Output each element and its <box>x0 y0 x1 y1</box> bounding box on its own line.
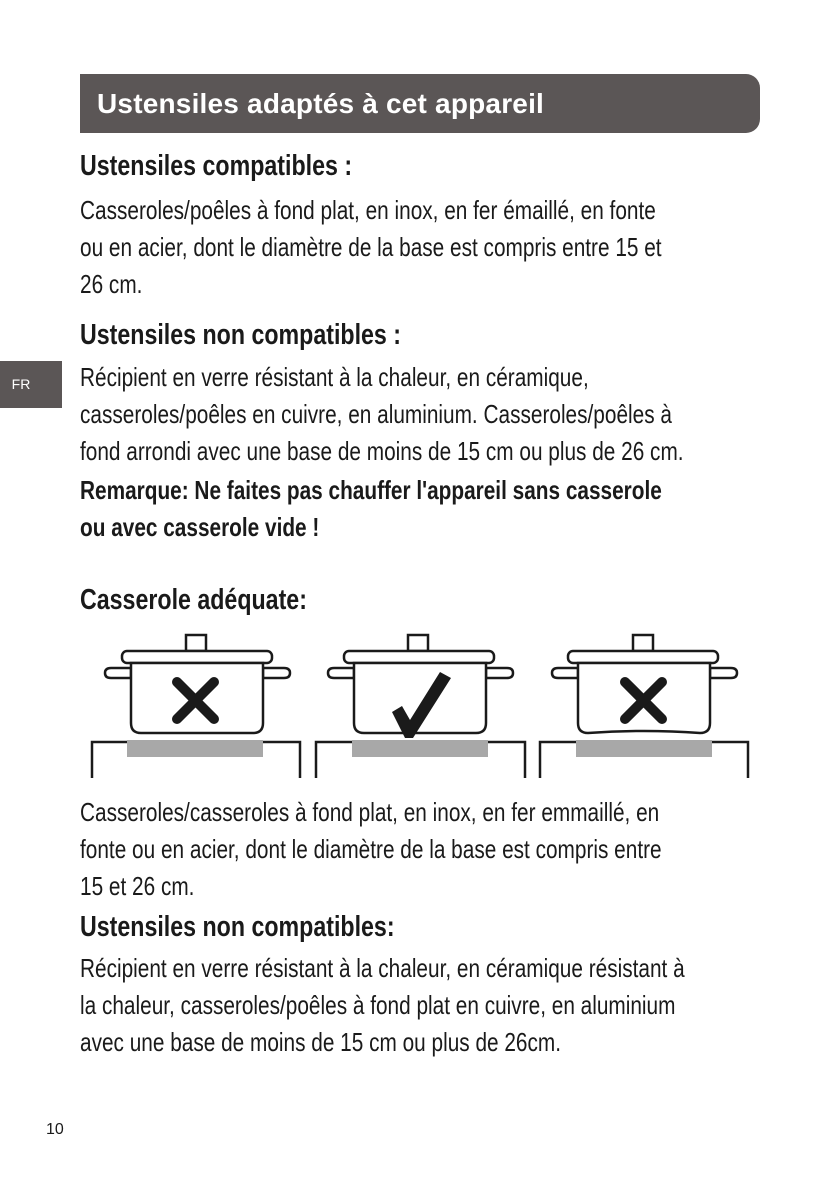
non-compatible-heading-2: Ustensiles non compatibles: <box>80 911 395 943</box>
compatible-text-line: ou en acier, dont le diamètre de la base est compris entre 15 et <box>80 232 662 262</box>
suitable-text-line: 15 et 26 cm. <box>80 871 195 901</box>
section-title: Ustensiles adaptés à cet appareil <box>97 88 545 119</box>
hob-plate-3 <box>576 740 712 757</box>
language-tab-label: FR <box>11 376 31 392</box>
page-number: 10 <box>46 1121 64 1138</box>
compatible-text-line: 26 cm. <box>80 269 143 299</box>
remark-line: ou avec casserole vide ! <box>80 512 320 542</box>
hob-plate-2 <box>352 740 488 757</box>
suitable-text-line: fonte ou en acier, dont le diamètre de la base est compris entre <box>80 834 662 864</box>
pan-illustration <box>0 620 839 790</box>
section-header-bar <box>80 74 760 133</box>
non-compatible-text-line: fond arrondi avec une base de moins de 15 cm ou plus de 26 cm. <box>80 436 684 466</box>
suitable-pan-heading: Casserole adéquate: <box>80 584 307 616</box>
remark-line: Remarque: Ne faites pas chauffer l'appareil sans casserole <box>80 475 662 505</box>
compatible-text-line: Casseroles/poêles à fond plat, en inox, en fer émaillé, en fonte <box>80 195 656 225</box>
non-compatible-text-line-2: avec une base de moins de 15 cm ou plus de 26cm. <box>80 1027 561 1057</box>
language-tab <box>0 361 62 408</box>
non-compatible-text-line: casseroles/poêles en cuivre, en aluminium. Casseroles/poêles à <box>80 399 672 429</box>
suitable-text-line: Casseroles/casseroles à fond plat, en inox, en fer emmaillé, en <box>80 797 660 827</box>
non-compatible-heading: Ustensiles non compatibles : <box>80 319 402 351</box>
non-compatible-text-line-2: Récipient en verre résistant à la chaleur, en céramique résistant à <box>80 953 685 983</box>
compatible-heading: Ustensiles compatibles : <box>80 150 353 182</box>
non-compatible-text-line: Récipient en verre résistant à la chaleur, en céramique, <box>80 362 589 392</box>
hob-plate-1 <box>127 740 263 757</box>
non-compatible-text-line-2: la chaleur, casseroles/poêles à fond plat en cuivre, en aluminium <box>80 990 676 1020</box>
